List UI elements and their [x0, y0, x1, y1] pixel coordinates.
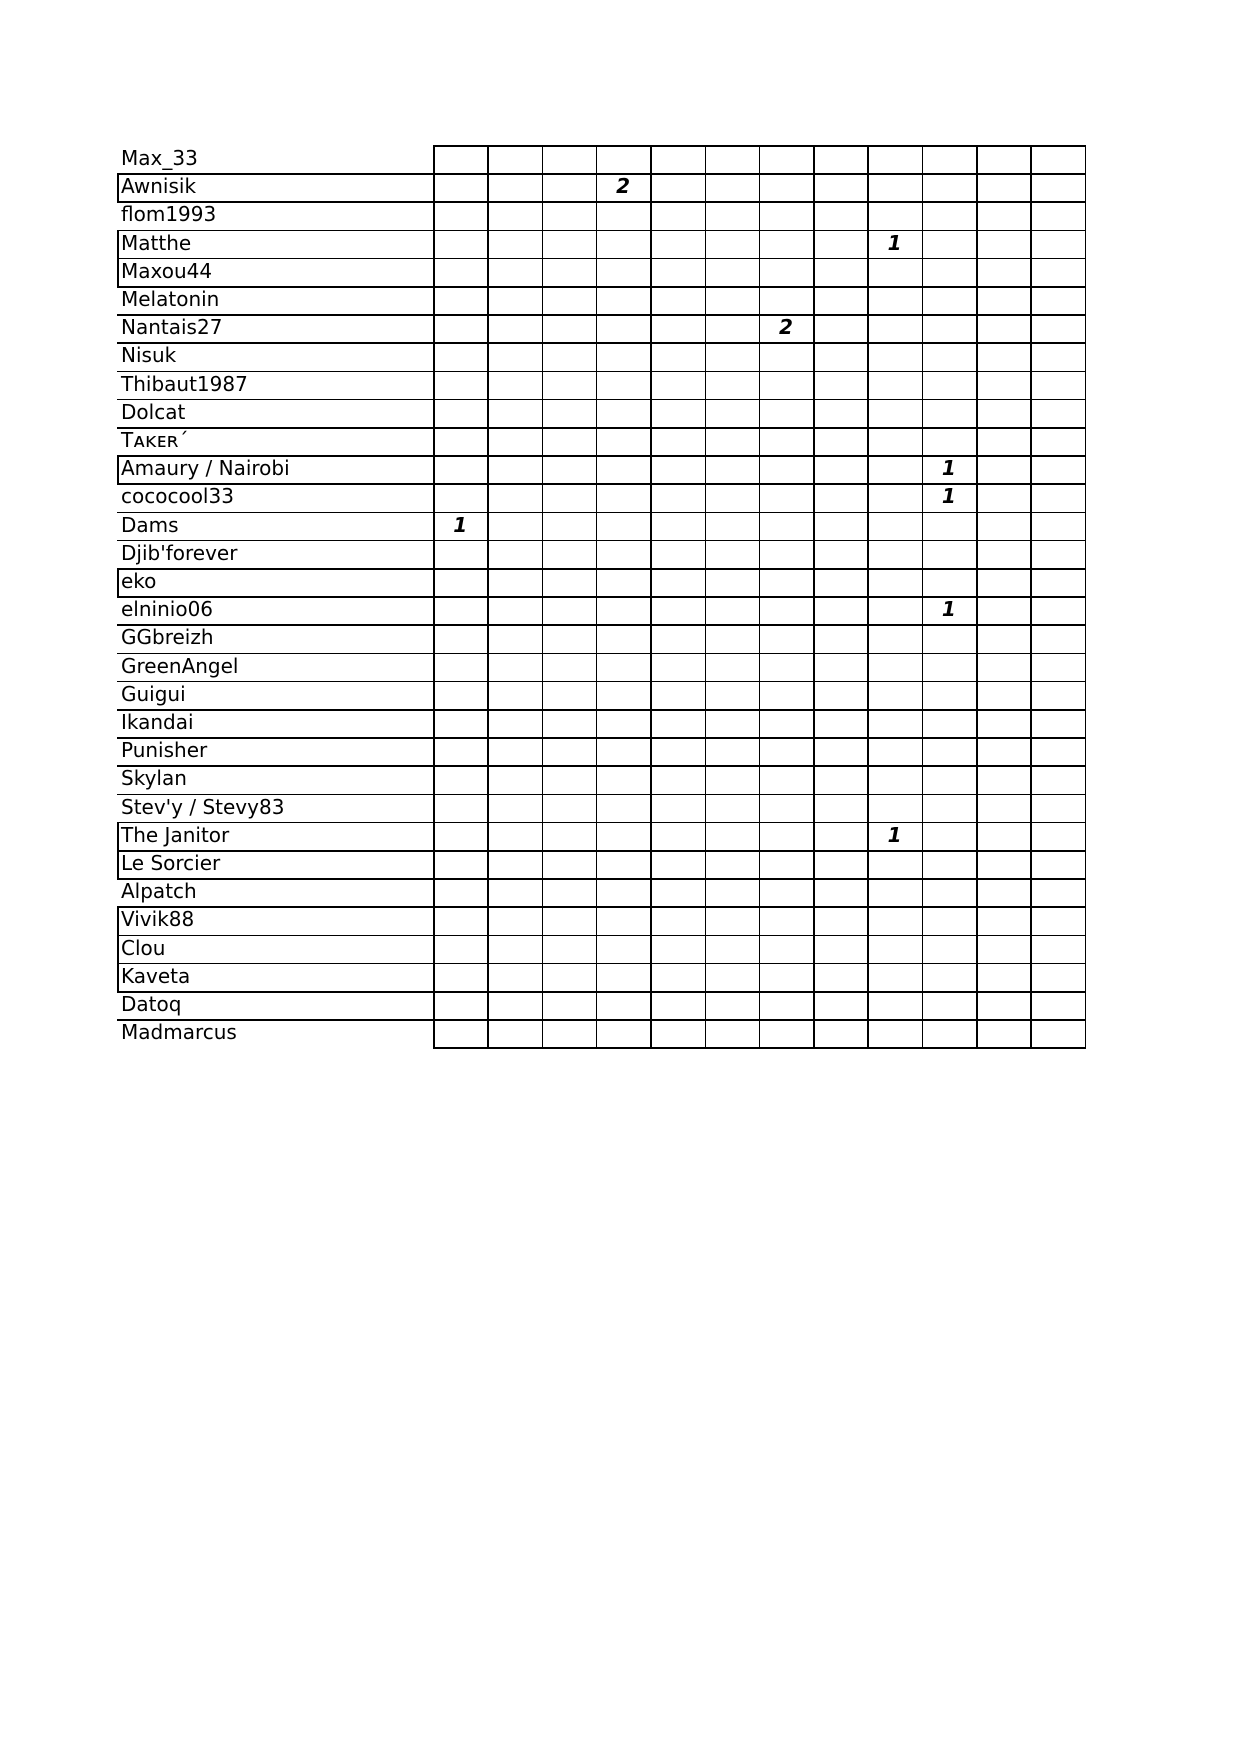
grid-h-line	[117, 765, 1086, 767]
participant-name: The Janitor	[121, 822, 230, 847]
grid-h-line	[117, 342, 1086, 344]
grid-v-line	[542, 145, 544, 1049]
grid-h-line	[117, 568, 1086, 570]
participant-name: elninio06	[121, 597, 214, 622]
grid-v-line	[1030, 145, 1032, 1049]
grid-h-line	[117, 737, 1086, 739]
participant-name: Tᴀᴋᴇʀ´	[121, 428, 189, 452]
participant-name: Amaury / Nairobi	[121, 456, 290, 481]
grid-v-line	[1085, 145, 1087, 1049]
score-value: 1	[887, 822, 902, 847]
name-left-border	[117, 906, 119, 936]
grid-v-line	[976, 145, 978, 1049]
participant-name: Max_33	[121, 146, 198, 170]
grid-v-line	[596, 145, 598, 1049]
score-value: 2	[616, 174, 630, 199]
grid-h-line	[117, 427, 1086, 429]
participant-name: Djib'forever	[121, 540, 238, 565]
grid-v-line	[813, 145, 815, 1049]
grid-v-line	[867, 145, 869, 1049]
name-left-border	[117, 568, 119, 598]
name-left-border	[117, 935, 119, 965]
participant-name: Clou	[121, 935, 166, 960]
grid-h-line	[117, 935, 1086, 937]
participant-name: cococool33	[121, 484, 234, 509]
participant-name: Ikandai	[121, 710, 194, 734]
participant-name: Matthe	[121, 230, 192, 255]
grid-v-line	[433, 145, 435, 1049]
participant-name: Thibaut1987	[121, 371, 248, 396]
participant-name: Guigui	[121, 681, 186, 706]
participant-name: Nantais27	[121, 315, 223, 340]
grid-h-line	[117, 512, 1086, 514]
grid-h-line	[117, 371, 1086, 373]
participant-name: Le Sorcier	[121, 851, 221, 875]
grid-h-line	[117, 230, 1086, 232]
participant-name: Maxou44	[121, 258, 213, 283]
grid-h-line	[117, 540, 1086, 542]
grid-h-line	[117, 878, 1086, 880]
score-value: 1	[887, 230, 902, 255]
name-left-border	[117, 822, 119, 852]
grid-h-line	[117, 906, 1086, 908]
participant-name: flom1993	[121, 202, 217, 227]
grid-h-line	[117, 850, 1086, 852]
name-left-border	[117, 850, 119, 880]
participant-name: Awnisik	[121, 174, 197, 199]
grid-h-line	[117, 681, 1086, 683]
participant-name: eko	[121, 569, 157, 593]
score-value: 1	[941, 484, 956, 509]
participant-name: Madmarcus	[121, 1020, 237, 1045]
participant-name: Skylan	[121, 766, 187, 791]
participant-name: GGbreizh	[121, 625, 214, 650]
participant-name: Alpatch	[121, 879, 197, 904]
grid-v-line	[487, 145, 489, 1049]
grid-h-line	[117, 1019, 1086, 1021]
grid-h-line	[117, 822, 1086, 824]
participant-name: Stev'y / Stevy83	[121, 794, 285, 819]
name-left-border	[117, 455, 119, 485]
participant-name: Kaveta	[121, 963, 191, 988]
score-value: 1	[941, 597, 956, 622]
grid-v-line	[705, 145, 707, 1049]
grid-h-line	[117, 991, 1086, 993]
grid-h-line	[117, 258, 1086, 260]
name-left-border	[117, 963, 119, 993]
grid-h-line	[117, 201, 1086, 203]
participant-name: Dams	[121, 512, 179, 537]
name-left-border	[117, 173, 119, 203]
grid-v-line	[759, 145, 761, 1049]
grid-h-line	[117, 286, 1086, 288]
name-left-border	[117, 258, 119, 288]
score-value: 1	[453, 512, 468, 537]
grid-h-line	[117, 653, 1086, 655]
participant-name: Datoq	[121, 992, 182, 1016]
grid-h-line	[117, 314, 1086, 316]
participant-name: Nisuk	[121, 343, 177, 368]
participant-name: Melatonin	[121, 287, 220, 311]
grid-h-line	[117, 709, 1086, 711]
grid-h-line	[117, 963, 1086, 965]
grid-v-line	[650, 145, 652, 1049]
score-value: 1	[941, 456, 956, 481]
grid-h-line	[117, 624, 1086, 626]
participant-name: Dolcat	[121, 399, 186, 424]
score-value: 2	[778, 315, 793, 340]
name-left-border	[117, 230, 119, 260]
participant-name: GreenAngel	[121, 653, 239, 678]
participant-name: Vivik88	[121, 907, 195, 932]
grid-h-line	[117, 399, 1086, 401]
participant-name: Punisher	[121, 738, 208, 763]
